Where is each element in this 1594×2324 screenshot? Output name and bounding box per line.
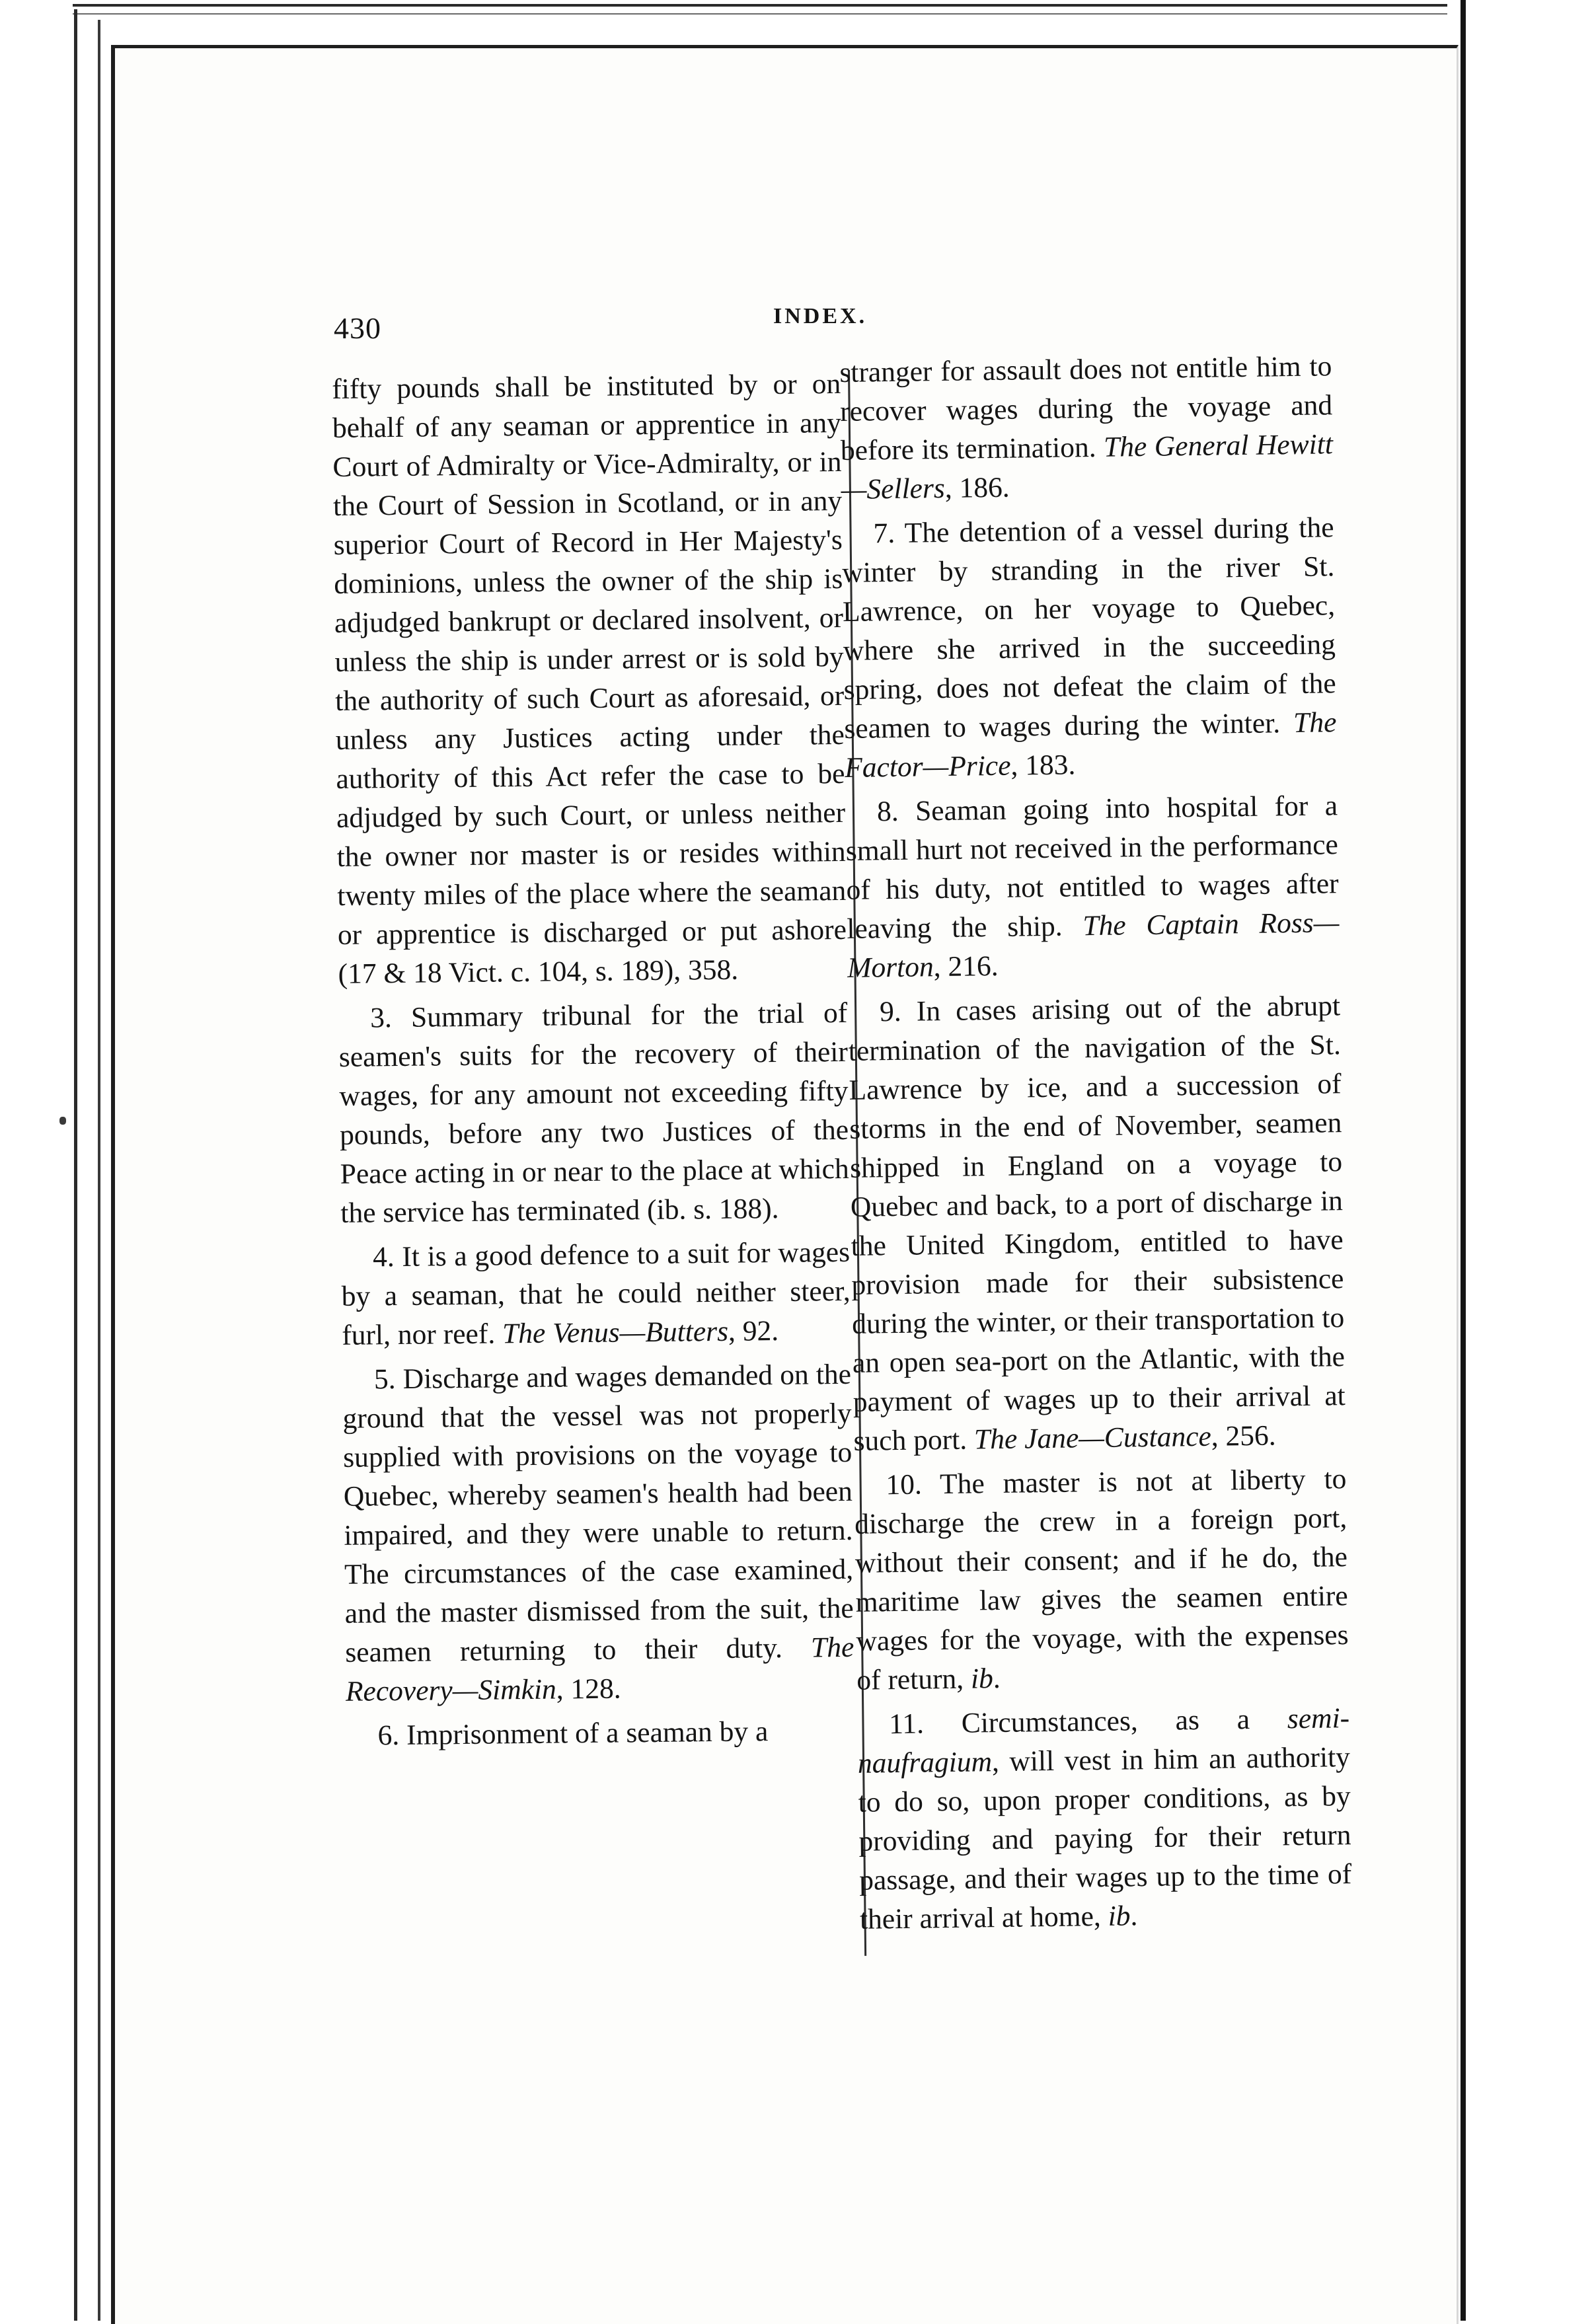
case-citation: The Venus—Butters: [502, 1315, 729, 1350]
entry-text: 9. In cases arising out of the abrupt termination of the navigation of the St. Lawrence by ice, and a succession of storms in the end of November, seamen shipped in England on a voyage to Quebec and back, to a port of discharge in the United Kingdom, entitled to have provision made for their subsistence during the winter, or their transportation to an open sea-port on the Atlantic, with the payment of wages up to their arrival at such port.: [848, 990, 1346, 1457]
entry-text: 8. Seaman going into hospital for a small hurt not received in the performance of his duty, not entitled to wages after leaving the ship.: [845, 790, 1339, 945]
entry-text: , will vest in him an authority to do so, upon proper conditions, as by providing and paying for their return passage, and their wages up to the time of their arrival at home,: [858, 1741, 1352, 1935]
running-head: INDEX.: [773, 304, 868, 328]
case-citation: The Jane—Custance: [973, 1420, 1212, 1456]
entry-text: 5. Discharge and wages demanded on the ground that the vessel was not properly supplied with provisions on the voyage to Quebec, whereby seamen's health had been impaired, and they were unable to return. The circumstances of the case examined, and the master dismissed from the suit, the seamen returning to their duty.: [342, 1358, 854, 1668]
case-citation: ib: [1108, 1900, 1131, 1932]
index-entry-7: [841, 508, 1337, 788]
page-reference: , 256.: [1211, 1419, 1276, 1452]
index-entry-6-continued: [839, 347, 1334, 509]
book-edge-top: [73, 4, 1447, 15]
page-number: 430: [334, 311, 381, 345]
case-citation: The General Hewitt—Sellers: [841, 428, 1334, 506]
case-citation: The Recovery—Simkin: [345, 1631, 854, 1707]
index-entry-8: [845, 786, 1340, 988]
entry-text: 6. Imprisonment of a seaman by a: [377, 1715, 769, 1752]
case-citation: The Captain Ross—Morton: [847, 907, 1340, 984]
page-reference: , 186.: [944, 471, 1010, 504]
page-reference: , 183.: [1010, 749, 1076, 782]
case-citation: ib: [970, 1663, 994, 1695]
index-entry-5: [342, 1355, 855, 1711]
index-entry-11: [857, 1699, 1353, 1939]
index-entry-10: [854, 1460, 1349, 1700]
entry-text: 4. It is a good defence to a suit for wages by a seaman, that he could neither steer, furl, nor reef.: [341, 1236, 851, 1351]
entry-text: fifty pounds shall be instituted by or on behalf of any seaman or apprentice in any Court of Admiralty or Vice-Admiralty, or in the Court of Session in Scotland, or in any superior Court of Record in Her Majesty's dominions, unless the owner of the ship is adjudged bankrupt or declared insolvent, or unless the ship is under arrest or is sold by the authority of such Court as aforesaid, or unless any Justices acting under the authority of this Act refer the case to be adjudged by such Court, or unless neither the owner nor master is or resides within twenty miles of the place where the seaman or apprentice is discharged or put ashore (17 & 18 Vict. c. 104, s. 189), 358.: [332, 367, 847, 990]
book-edge-left-inner: [98, 20, 106, 2321]
scan-speck: [59, 1117, 66, 1125]
index-entry-6: [346, 1711, 855, 1756]
entry-text: 10. The master is not at liberty to discharge the crew in a foreign port, without their consent; and if he do, the maritime law gives the seamen entire wages for the voyage, with the expenses of return,: [854, 1463, 1349, 1696]
right-column: [839, 347, 1352, 1945]
entry-text: 7. The detention of a vessel during the winter by stranding in the river St. Lawrence, on her voyage to Quebec, where she arrived in the succeeding spring, does not defeat the claim of the seamen to wages during the winter.: [842, 511, 1336, 745]
entry-text: 11. Circumstances, as a: [888, 1703, 1288, 1741]
entry-text: 3. Summary tribunal for the trial of seamen's suits for the recovery of their wages, for any amount not exceeding fifty pounds, before any two Justices of the Peace acting in or near to the place at which the service has terminated (ib. s. 188).: [338, 996, 849, 1229]
book-edge-left-outer: [74, 9, 84, 2321]
page-reference: .: [993, 1662, 1001, 1695]
page-reference: .: [1130, 1900, 1138, 1932]
page-reference: , 128.: [556, 1672, 621, 1706]
latin-term: semi-naufragium: [857, 1702, 1350, 1780]
book-edge-right: [1461, 0, 1466, 2321]
case-citation: The Factor—Price: [844, 706, 1337, 784]
entry-text: stranger for assault does not entitle him to recover wages during the voyage and before its termination.: [839, 350, 1333, 467]
index-entry-3: [338, 994, 850, 1233]
page-reference: , 216.: [933, 950, 999, 983]
left-column: [332, 365, 855, 1761]
index-entry-9: [848, 987, 1346, 1461]
index-entry-4: [341, 1233, 851, 1355]
index-entry-continued: [332, 365, 847, 994]
page-reference: , 92.: [728, 1315, 779, 1347]
